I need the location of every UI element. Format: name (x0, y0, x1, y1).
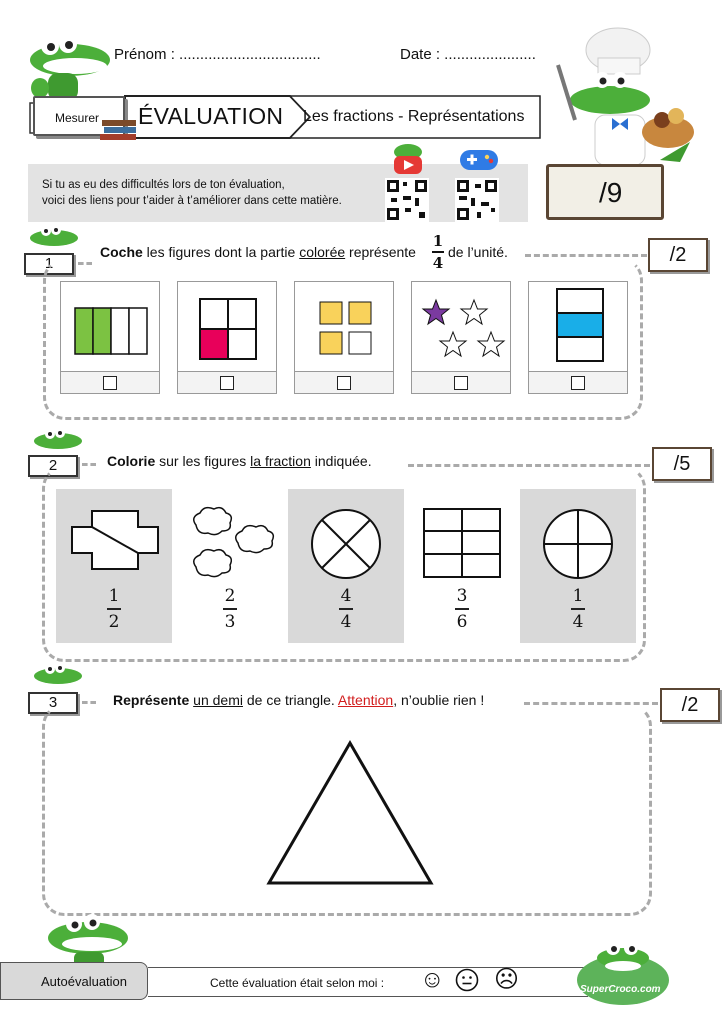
small-crocodile-icon (28, 222, 82, 254)
ex1-verb: Coche (100, 244, 143, 260)
exercise-3-points: /2 (660, 688, 720, 722)
ex1-frac-den: 4 (432, 253, 444, 272)
figure-card-bars (60, 281, 160, 394)
checkbox-row (529, 371, 627, 393)
fraction-cell-clouds (172, 489, 288, 643)
triangle-figure[interactable] (266, 740, 434, 886)
ex1-text-2: représente (345, 244, 416, 260)
waving-crocodile-icon (38, 908, 134, 968)
exercise-1-header-line (525, 254, 647, 257)
qr-code-game-icon[interactable] (455, 178, 499, 222)
checkbox[interactable] (571, 376, 585, 390)
ex2-text-2: indiquée. (310, 453, 372, 469)
fraction-numerator: 2 (224, 586, 236, 606)
checkbox-row (61, 371, 159, 393)
bars-figure (74, 307, 148, 355)
help-line-2: voici des liens pour t’aider à t’améliorer dans cette matière. (42, 195, 342, 207)
ex1-underlined: colorée (299, 244, 346, 260)
ex1-text-1: les figures dont la partie (142, 244, 300, 260)
figure-card-stars (411, 281, 511, 394)
exercise-1-points: /2 (648, 238, 708, 272)
fraction-label (520, 585, 636, 633)
ex1-frac-num: 1 (432, 232, 444, 250)
fraction-label (288, 585, 404, 633)
self-evaluation-tab (0, 962, 148, 1000)
squares-figure (319, 301, 373, 357)
fraction-label (404, 585, 520, 633)
exercise-3-number: 3 (28, 692, 78, 714)
exercise-1-number: 1 (24, 253, 74, 275)
ex3-verb: Représente (113, 692, 190, 708)
fraction-cell-circle-x (288, 489, 404, 643)
checkbox[interactable] (103, 376, 117, 390)
checkbox-row (178, 371, 276, 393)
evaluation-subtitle: Les fractions - Représentations (303, 108, 525, 125)
checkbox-row (412, 371, 510, 393)
help-banner (28, 164, 528, 222)
stack-figure (556, 288, 604, 362)
checkbox[interactable] (337, 376, 351, 390)
neutral-face-icon[interactable] (455, 968, 479, 997)
fraction-denominator: 4 (572, 611, 584, 632)
date-field[interactable]: Date : ...................... (400, 46, 536, 63)
self-evaluation-label: Autoévaluation (41, 974, 128, 989)
gamepad-icon (456, 140, 502, 174)
ex2-text-1: sur les figures (155, 453, 251, 469)
checkbox[interactable] (454, 376, 468, 390)
happy-face-icon[interactable]: ☺ (420, 966, 445, 993)
fraction-label (56, 585, 172, 633)
books-icon (100, 118, 140, 142)
category-label: Mesurer (55, 111, 100, 125)
total-score: /9 (599, 177, 623, 208)
grid-six-figure (422, 507, 502, 579)
fraction-denominator: 2 (108, 611, 120, 632)
video-mascot-icon (386, 140, 430, 176)
brand-label: SuperCroco.com (580, 984, 661, 995)
ex2-verb: Colorie (107, 453, 156, 469)
crocodile-mascot-icon (20, 28, 125, 103)
ex3-text-1: de ce triangle. (242, 692, 338, 708)
ex2-underlined: la fraction (250, 453, 311, 469)
exercise-2-points: /5 (652, 447, 712, 481)
figure-card-squares (294, 281, 394, 394)
ex1-text-3: de l’unité. (448, 244, 508, 260)
exercise-2-number: 2 (28, 455, 78, 477)
total-score-board (546, 164, 664, 220)
ex3-text-2: , n’oublie rien ! (393, 692, 485, 708)
figure-card-grid (177, 281, 277, 394)
qr-code-video-icon[interactable] (385, 178, 429, 222)
small-crocodile-icon (32, 425, 86, 457)
grid-figure (199, 298, 257, 360)
fraction-label (172, 585, 288, 633)
clouds-figure (186, 503, 282, 587)
fraction-numerator: 1 (108, 586, 120, 606)
help-line-1: Si tu as eu des difficultés lors de ton évaluation, (42, 179, 285, 191)
supercroco-logo (576, 936, 670, 1006)
fraction-denominator: 3 (224, 611, 236, 632)
fraction-cell-circle-plus (520, 489, 636, 643)
ex3-warning: Attention (337, 692, 394, 708)
fraction-cell-cross (56, 489, 172, 643)
self-evaluation-question: Cette évaluation était selon moi : (210, 976, 385, 990)
circle-plus-figure (541, 507, 615, 581)
cross-shape-figure (70, 509, 160, 571)
sad-face-icon[interactable]: ☹ (494, 966, 520, 993)
prenom-field[interactable]: Prénom : .................................. (114, 46, 321, 63)
circle-quarters-figure (309, 507, 383, 581)
figure-card-stack (528, 281, 628, 394)
evaluation-title: ÉVALUATION (138, 103, 284, 129)
small-crocodile-icon (32, 660, 86, 692)
fraction-numerator: 3 (456, 586, 468, 606)
checkbox-row (295, 371, 393, 393)
stars-figure (420, 296, 506, 364)
fraction-denominator: 4 (340, 611, 352, 632)
checkbox[interactable] (220, 376, 234, 390)
help-text (42, 177, 342, 209)
ex3-underlined: un demi (193, 692, 243, 708)
neutral-face-svg (455, 968, 479, 992)
fraction-numerator: 1 (572, 586, 584, 606)
fraction-denominator: 6 (456, 611, 468, 632)
fraction-numerator: 4 (340, 586, 352, 606)
fraction-cell-grid (404, 489, 520, 643)
